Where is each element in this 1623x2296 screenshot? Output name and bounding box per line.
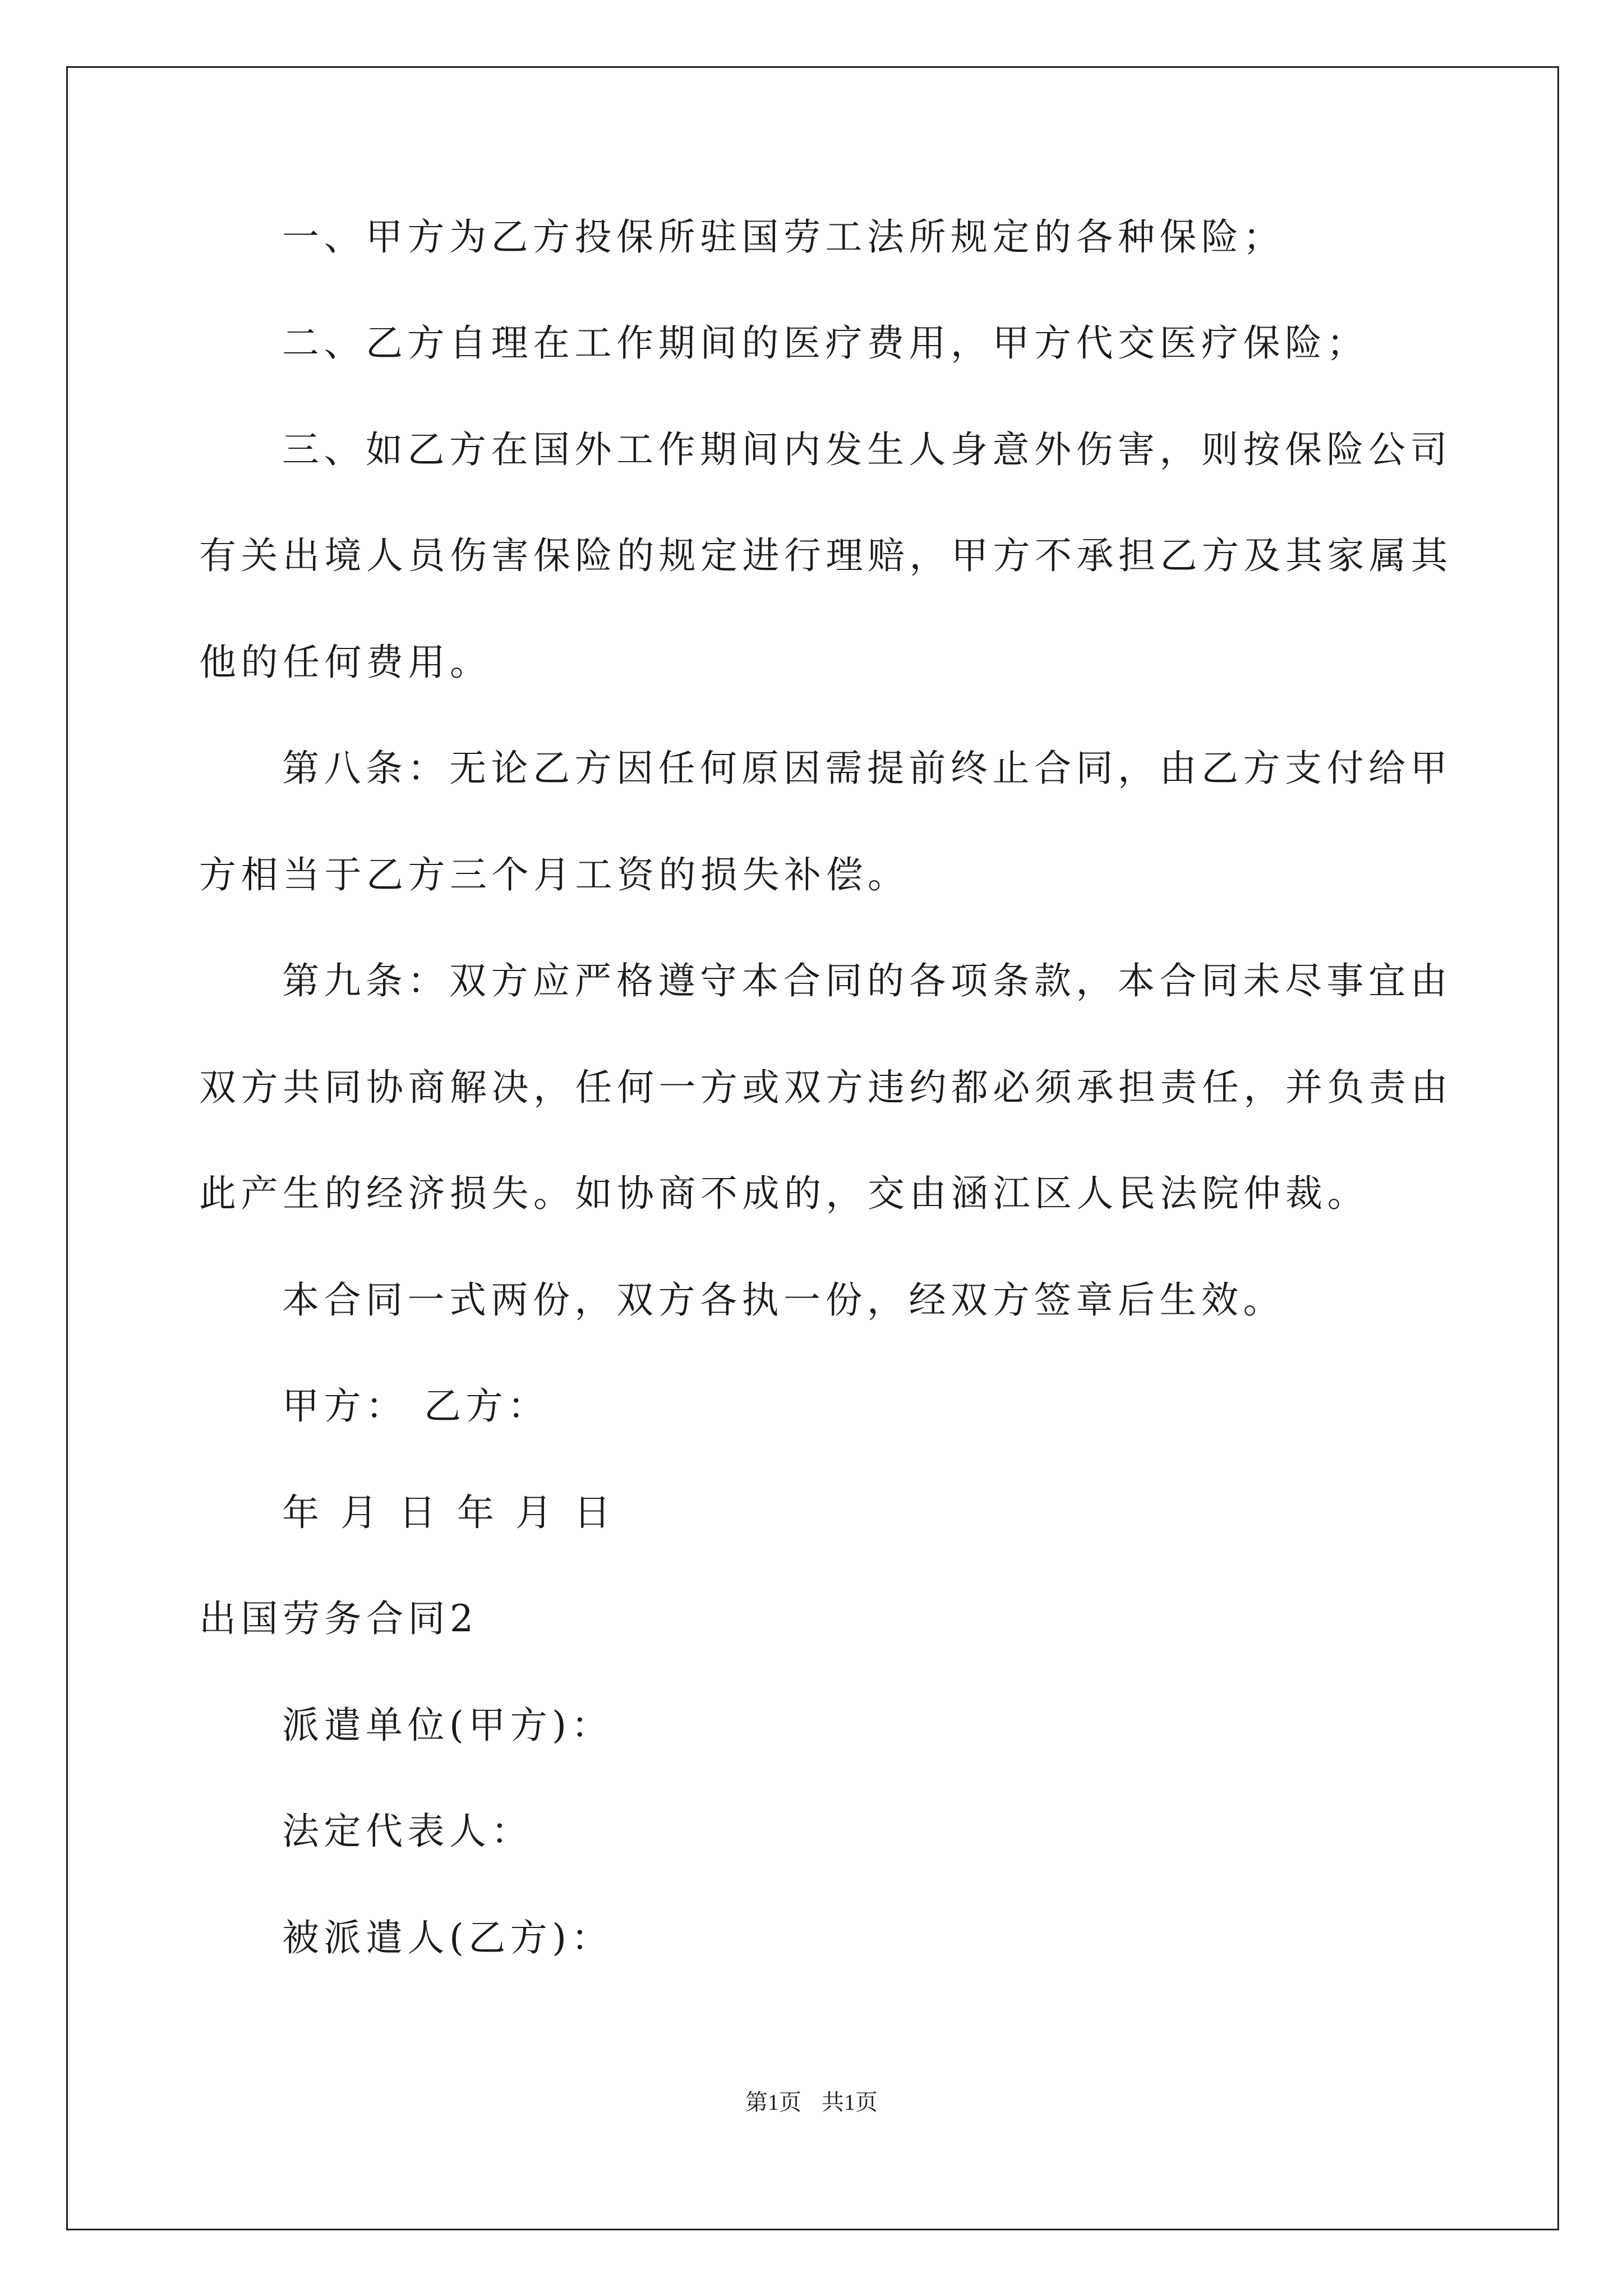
article-9-line2: 双方共同协商解决，任何一方或双方违约都必须承担责任，并负责由 xyxy=(199,1066,1453,1109)
dispatched-person-field: 被派遣人(乙方)： xyxy=(282,1916,613,1959)
signature-parties: 甲方： 乙方： xyxy=(282,1384,550,1428)
paragraph-insurance-3-line3: 他的任何费用。 xyxy=(199,641,492,684)
dispatching-unit-field: 派遣单位(甲方)： xyxy=(282,1704,613,1747)
article-9-line3: 此产生的经济损失。如协商不成的，交由涵江区人民法院仲裁。 xyxy=(199,1172,1369,1215)
page-border xyxy=(66,66,1559,2230)
legal-representative-field: 法定代表人： xyxy=(282,1810,533,1853)
paragraph-insurance-2: 二、乙方自理在工作期间的医疗费用，甲方代交医疗保险； xyxy=(282,321,1368,365)
paragraph-insurance-1: 一、甲方为乙方投保所驻国劳工法所规定的各种保险； xyxy=(282,215,1285,259)
page-footer xyxy=(0,2091,1623,2114)
paragraph-insurance-3-line1: 三、如乙方在国外工作期间内发生人身意外伤害，则按保险公司 xyxy=(282,428,1452,471)
page-current-label: 第1页 xyxy=(745,2090,801,2115)
paragraph-insurance-3-line2: 有关出境人员伤害保险的规定进行理赔，甲方不承担乙方及其家属其 xyxy=(199,534,1453,577)
copies-clause: 本合同一式两份，双方各执一份，经双方签章后生效。 xyxy=(282,1278,1285,1322)
article-8-line1: 第八条：无论乙方因任何原因需提前终止合同，由乙方支付给甲 xyxy=(282,747,1452,790)
page-total-label: 共1页 xyxy=(822,2090,878,2115)
signature-dates: 年 月 日 年 月 日 xyxy=(282,1491,616,1534)
article-9-line1: 第九条：双方应严格遵守本合同的各项条款，本合同未尽事宜由 xyxy=(282,959,1452,1002)
section-title: 出国劳务合同2 xyxy=(199,1597,478,1640)
article-8-line2: 方相当于乙方三个月工资的损失补偿。 xyxy=(199,853,910,896)
